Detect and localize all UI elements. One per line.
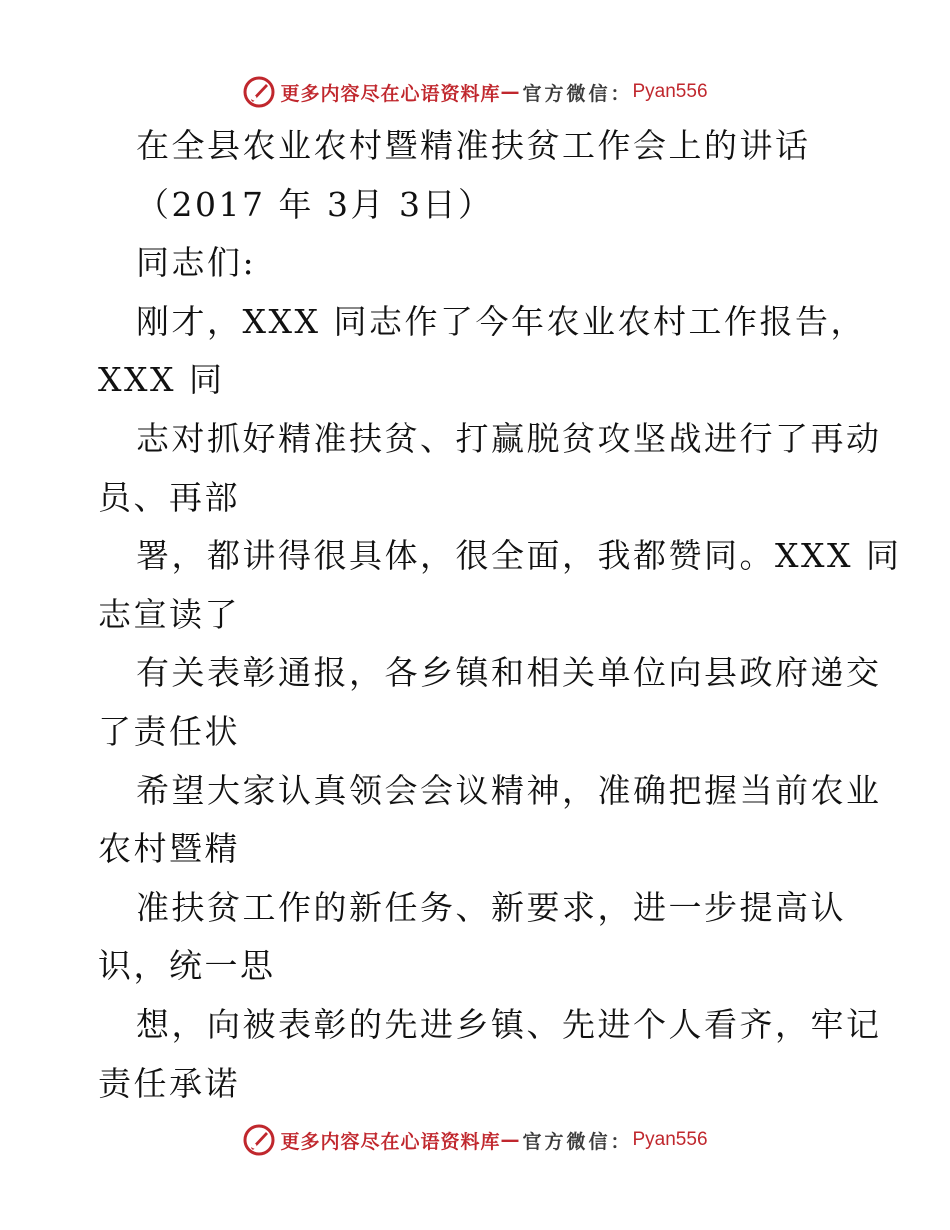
doc-line: 责任承诺 [98, 1063, 240, 1103]
doc-line: 希望大家认真领会会议精神，准确把握当前农业 [136, 770, 882, 810]
doc-line: 识，统一思 [98, 946, 276, 986]
quill-pen-logo-icon [242, 1123, 276, 1157]
doc-line: 刚才，XXX 同志作了今年农业农村工作报告， [136, 301, 866, 341]
doc-line: 想，向被表彰的先进乡镇、先进个人看齐，牢记 [136, 1004, 882, 1044]
doc-line: 志宣读了 [98, 594, 240, 634]
doc-salutation: 同志们: [136, 243, 257, 283]
watermark-official: 官方微信： [522, 82, 633, 105]
doc-line: 了责任状 [98, 711, 240, 751]
document-body [98, 117, 902, 1113]
doc-line: 准扶贫工作的新任务、新要求，进一步提高认 [136, 887, 846, 927]
footer-watermark [0, 1120, 950, 1160]
doc-line: 志对抓好精准扶贫、打赢脱贫攻坚战进行了再动 [136, 418, 882, 458]
quill-pen-logo-icon [242, 75, 276, 109]
watermark-id: Pyan556 [632, 1129, 708, 1150]
doc-line: 有关表彰通报，各乡镇和相关单位向县政府递交 [136, 653, 882, 693]
watermark-dash: — [500, 1129, 521, 1151]
doc-line: XXX 同 [98, 360, 225, 400]
doc-line: 员、再部 [98, 477, 240, 517]
doc-title: 在全县农业农村暨精准扶贫工作会上的讲话 [136, 126, 811, 165]
doc-line: 署，都讲得很具体，很全面，我都赞同。XXX 同 [136, 536, 902, 576]
watermark-id: Pyan556 [632, 81, 708, 102]
watermark-brand: 更多内容尽在心语资料库 [280, 1130, 501, 1153]
doc-date: （2017 年 3月 3日） [136, 184, 494, 224]
watermark-official: 官方微信： [522, 1130, 633, 1153]
watermark-dash: — [500, 81, 521, 103]
doc-line: 农村暨精 [98, 829, 240, 869]
watermark-brand: 更多内容尽在心语资料库 [280, 82, 501, 105]
header-watermark [0, 72, 950, 112]
